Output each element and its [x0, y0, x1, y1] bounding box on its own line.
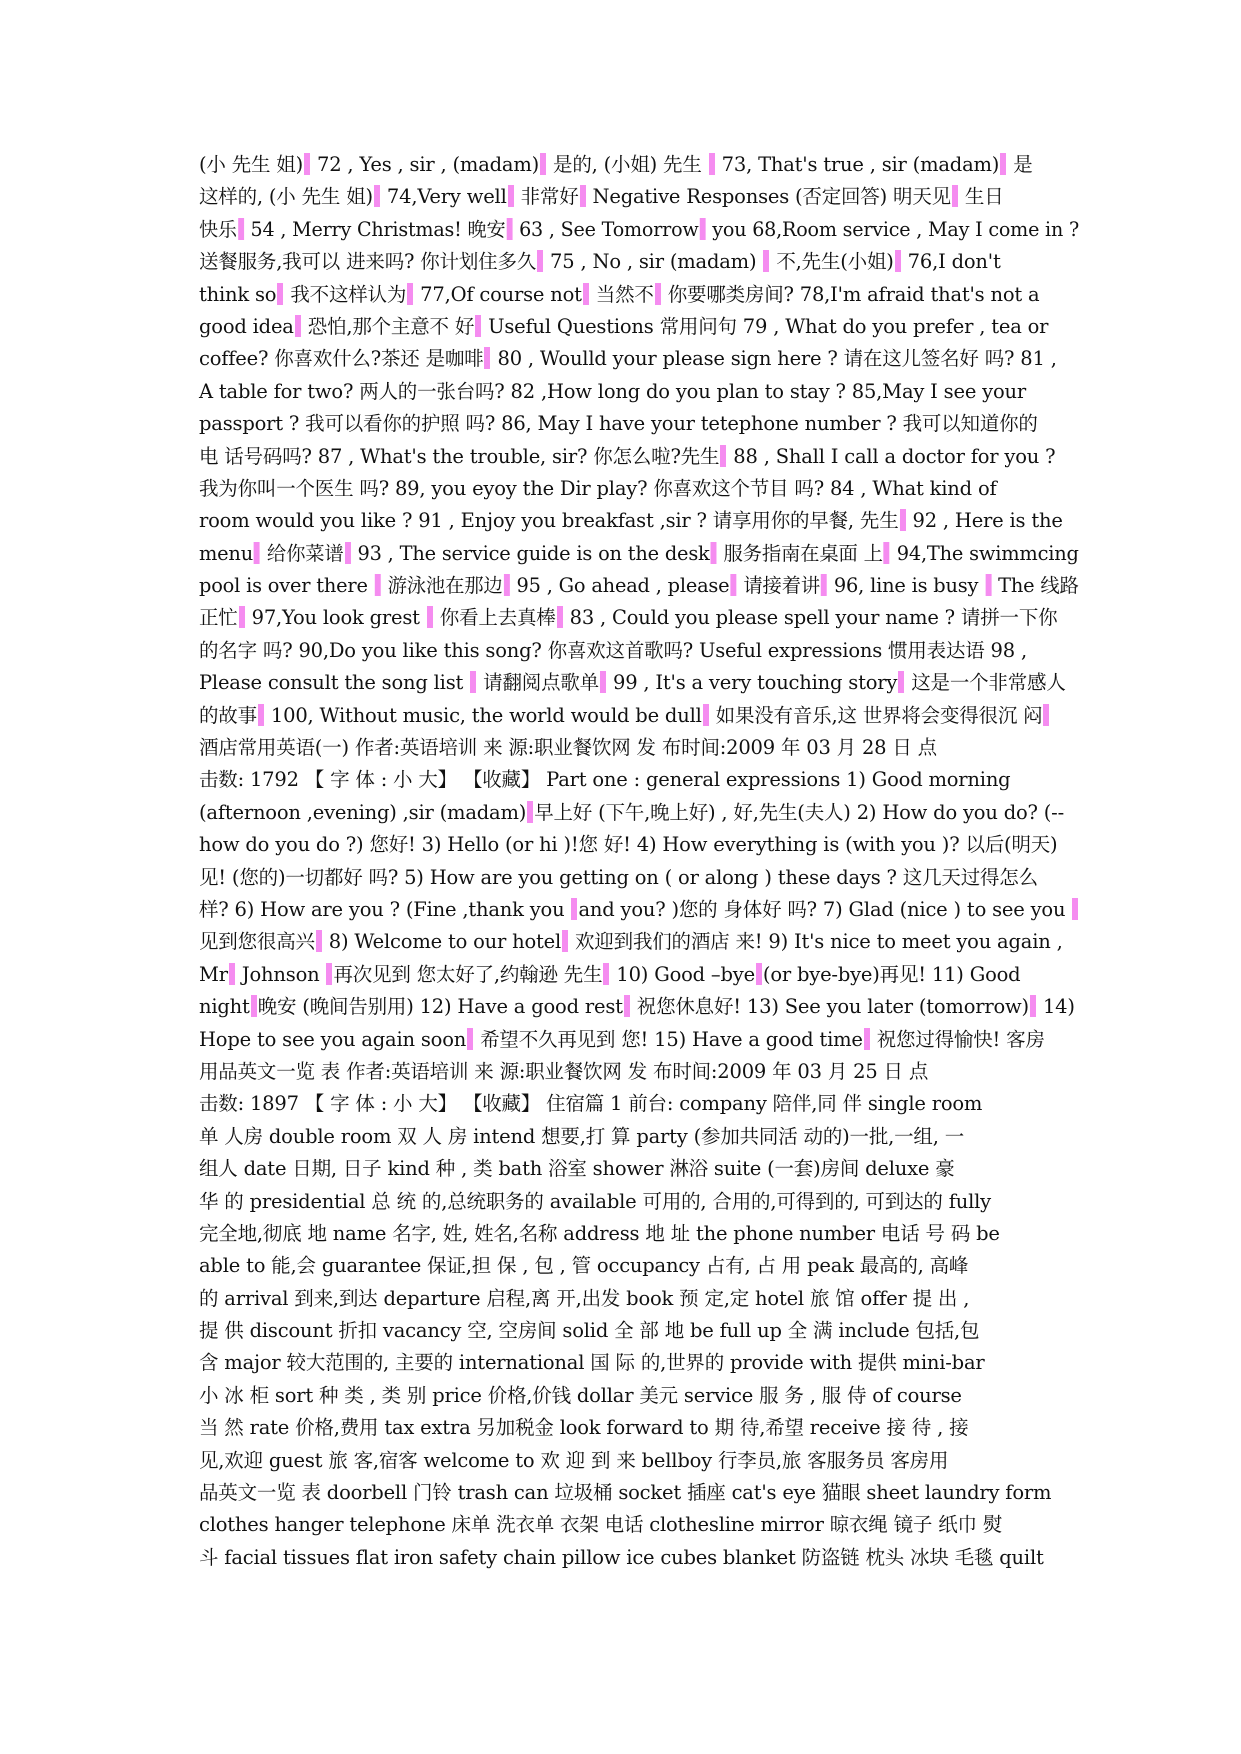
text-line: 小 冰 柜 sort 种 类 , 类 别 price 价格,价钱 dollar 美元 service 服 务 , 服 侍 of course: [199, 1383, 962, 1407]
text-line: 样? 6) How are you ? (Fine ,thank you and you? )您的 身体好 吗? 7) Glad (nice ) to see you: [199, 894, 1079, 926]
highlight-marker: [703, 704, 709, 726]
highlight-marker: [506, 218, 512, 240]
text-line: 这样的, (小 先生 姐) 74,Very well 非常好 Negative Responses (否定回答) 明天见 生日: [199, 185, 1004, 209]
text-line: 的名字 吗? 90,Do you like this song? 你喜欢这首歌吗? Useful expressions 惯用表达语 98 ,: [199, 638, 1027, 662]
highlight-marker: [600, 671, 606, 693]
text-line: 击数: 1792 【 字 体 : 小 大】 【收藏】 Part one : general expressions 1) Good morning: [199, 768, 1011, 792]
highlight-marker: [258, 704, 264, 726]
highlight-marker: [895, 250, 901, 272]
highlight-marker: [251, 995, 257, 1017]
highlight-marker: [1072, 898, 1078, 920]
text-line: 快乐 54 , Merry Christmas! 晚安 63 , See Tomorrow you 68,Room service , May I come in ?: [199, 217, 1080, 241]
highlight-marker: [720, 445, 726, 467]
text-line: coffee? 你喜欢什么?茶还 是咖啡 80 , Woulld your please sign here ? 请在这儿签名好 吗? 81 ,: [199, 347, 1057, 371]
highlight-marker: [540, 153, 546, 175]
text-line: night 晚安 (晚间告别用) 12) Have a good rest 祝您休息好! 13) See you later (tomorrow) 14): [199, 995, 1075, 1019]
highlight-marker: [508, 185, 514, 207]
text-line: 的故事 100, Without music, the world would be dull 如果没有音乐,这 世界将会变得很沉 闷: [199, 700, 1079, 732]
highlight-marker: [583, 283, 589, 305]
highlight-marker: [345, 542, 351, 564]
text-line: 单 人房 double room 双 人 房 intend 想要,打 算 party (参加共同活 动的)一批,一组, 一: [199, 1124, 965, 1148]
text-line: 华 的 presidential 总 统 的,总统职务的 available 可用的, 合用的,可得到的, 可到达的 fully: [199, 1189, 991, 1213]
highlight-marker: [467, 1028, 473, 1050]
text-line: 的 arrival 到来,到达 departure 启程,离 开,出发 book 预 定,定 hotel 旅 馆 offer 提 出 ,: [199, 1286, 970, 1310]
highlight-marker: [427, 606, 433, 628]
text-line: clothes hanger telephone 床单 洗衣单 衣架 电话 clothesline mirror 晾衣绳 镜子 纸巾 熨: [199, 1513, 1003, 1537]
highlight-marker: [375, 574, 381, 596]
text-line: 品英文一览 表 doorbell 门铃 trash can 垃圾桶 socket 插座 cat's eye 猫眼 sheet laundry form: [199, 1481, 1052, 1505]
highlight-marker: [374, 185, 380, 207]
highlight-marker: [254, 542, 260, 564]
highlight-marker: [316, 930, 322, 952]
text-line: (afternoon ,evening) ,sir (madam) 早上好 (下午,晚上好) , 好,先生(夫人) 2) How do you do? (--: [199, 800, 1064, 824]
text-line: 完全地,彻底 地 name 名字, 姓, 姓名,名称 address 地 址 the phone number 电话 号 码 be: [199, 1221, 1000, 1245]
highlight-marker: [504, 574, 510, 596]
text-line: 电 话号码吗? 87 , What's the trouble, sir? 你怎么啦?先生 88 , Shall I call a doctor for you ?: [199, 444, 1056, 468]
highlight-marker: [821, 574, 827, 596]
document-body-text: [199, 149, 1079, 1574]
text-line: 见! (您的)一切都好 吗? 5) How are you getting on ( or along ) these days ? 这几天过得怎么: [199, 865, 1038, 889]
text-line: 送餐服务,我可以 进来吗? 你计划住多久 75 , No , sir (madam) 不,先生(小姐) 76,I don't: [199, 250, 1001, 274]
text-line: pool is over there 游泳池在那边 95 , Go ahead , please 请接着讲 96, line is busy The 线路: [199, 574, 1079, 598]
highlight-marker: [295, 315, 301, 337]
highlight-marker: [1000, 153, 1006, 175]
highlight-marker: [756, 963, 762, 985]
highlight-marker: [898, 671, 904, 693]
highlight-marker: [900, 509, 906, 531]
text-line: 组人 date 日期, 日子 kind 种 , 类 bath 浴室 shower 淋浴 suite (一套)房间 deluxe 豪: [199, 1157, 955, 1181]
highlight-marker: [407, 283, 413, 305]
highlight-marker: [475, 315, 481, 337]
text-line: 酒店常用英语(一) 作者:英语培训 来 源:职业餐饮网 发 布时间:2009 年 03 月 28 日 点: [199, 736, 937, 760]
highlight-marker: [239, 606, 245, 628]
highlight-marker: [603, 963, 609, 985]
highlight-marker: [326, 963, 332, 985]
text-line: good idea 恐怕,那个主意不 好 Useful Questions 常用问句 79 , What do you prefer , tea or: [199, 314, 1049, 338]
highlight-marker: [711, 542, 717, 564]
highlight-marker: [1030, 995, 1036, 1017]
highlight-marker: [557, 606, 563, 628]
highlight-marker: [985, 574, 991, 596]
text-line: passport ? 我可以看你的护照 吗? 86, May I have your tetephone number ? 我可以知道你的: [199, 412, 1038, 436]
text-line: (小 先生 姐) 72 , Yes , sir , (madam) 是的, (小姐) 先生 73, That's true , sir (madam) 是: [199, 153, 1033, 176]
highlight-marker: [580, 185, 586, 207]
highlight-marker: [709, 153, 715, 175]
highlight-marker: [655, 283, 661, 305]
text-line: room would you like ? 91 , Enjoy you breakfast ,sir ? 请享用你的早餐, 先生 92 , Here is the: [199, 509, 1063, 533]
text-line: 我为你叫一个医生 吗? 89, you eyoy the Dir play? 你喜欢这个节目 吗? 84 , What kind of: [199, 476, 997, 500]
text-line: menu 给你菜谱 93 , The service guide is on the desk 服务指南在桌面 上 94,The swimmcing: [199, 541, 1079, 565]
text-line: able to 能,会 guarantee 保证,担 保 , 包 , 管 occupancy 占有, 占 用 peak 最高的, 高峰: [199, 1254, 969, 1278]
highlight-marker: [238, 218, 244, 240]
highlight-marker: [571, 898, 577, 920]
text-line: 含 major 较大范围的, 主要的 international 国 际 的,世界的 provide with 提供 mini-bar: [199, 1351, 985, 1375]
highlight-marker: [277, 283, 283, 305]
highlight-marker: [763, 250, 769, 272]
text-line: how do you do ?) 您好! 3) Hello (or hi )!您 好! 4) How everything is (with you )? 以后(明天): [199, 833, 1058, 857]
highlight-marker: [484, 347, 490, 369]
highlight-marker: [730, 574, 736, 596]
text-line: Hope to see you again soon 希望不久再见到 您! 15) Have a good time 祝您过得愉快! 客房: [199, 1027, 1045, 1051]
highlight-marker: [864, 1028, 870, 1050]
highlight-marker: [884, 542, 890, 564]
highlight-marker: [470, 671, 476, 693]
text-line: A table for two? 两人的一张台吗? 82 ,How long do you plan to stay ? 85,May I see your: [199, 379, 1027, 403]
highlight-marker: [527, 801, 533, 823]
text-line: 见,欢迎 guest 旅 客,宿客 welcome to 欢 迎 到 来 bellboy 行李员,旅 客服务员 客房用: [199, 1448, 949, 1472]
text-line: 击数: 1897 【 字 体 : 小 大】 【收藏】 住宿篇 1 前台: company 陪伴,同 伴 single room: [199, 1092, 983, 1116]
text-line: 见到您很高兴 8) Welcome to our hotel 欢迎到我们的酒店 来! 9) It's nice to meet you again ,: [199, 930, 1063, 954]
highlight-marker: [1043, 704, 1049, 726]
highlight-marker: [624, 995, 630, 1017]
text-line: 当 然 rate 价格,费用 tax extra 另加税金 look forward to 期 待,希望 receive 接 待 , 接: [199, 1416, 969, 1440]
text-line: 斗 facial tissues flat iron safety chain pillow ice cubes blanket 防盗链 枕头 冰块 毛毯 quilt: [199, 1545, 1044, 1569]
highlight-marker: [562, 930, 568, 952]
highlight-marker: [229, 963, 235, 985]
text-line: 用品英文一览 表 作者:英语培训 来 源:职业餐饮网 发 布时间:2009 年 03 月 25 日 点: [199, 1059, 929, 1083]
text-line: 提 供 discount 折扣 vacancy 空, 空房间 solid 全 部 地 be full up 全 满 include 包括,包: [199, 1319, 980, 1343]
text-line: Please consult the song list 请翻阅点歌单 99 , It's a very touching story 这是一个非常感人: [199, 671, 1066, 695]
text-line: Mr Johnson 再次见到 您太好了,约翰逊 先生 10) Good –bye (or bye-bye)再见! 11) Good: [199, 962, 1021, 986]
highlight-marker: [304, 153, 310, 175]
text-line: 正忙 97,You look grest 你看上去真棒 83 , Could you please spell your name ? 请拼一下你: [199, 606, 1058, 630]
highlight-marker: [700, 218, 706, 240]
highlight-marker: [537, 250, 543, 272]
highlight-marker: [952, 185, 958, 207]
text-line: think so 我不这样认为 77,Of course not 当然不 你要哪类房间? 78,I'm afraid that's not a: [199, 282, 1040, 306]
